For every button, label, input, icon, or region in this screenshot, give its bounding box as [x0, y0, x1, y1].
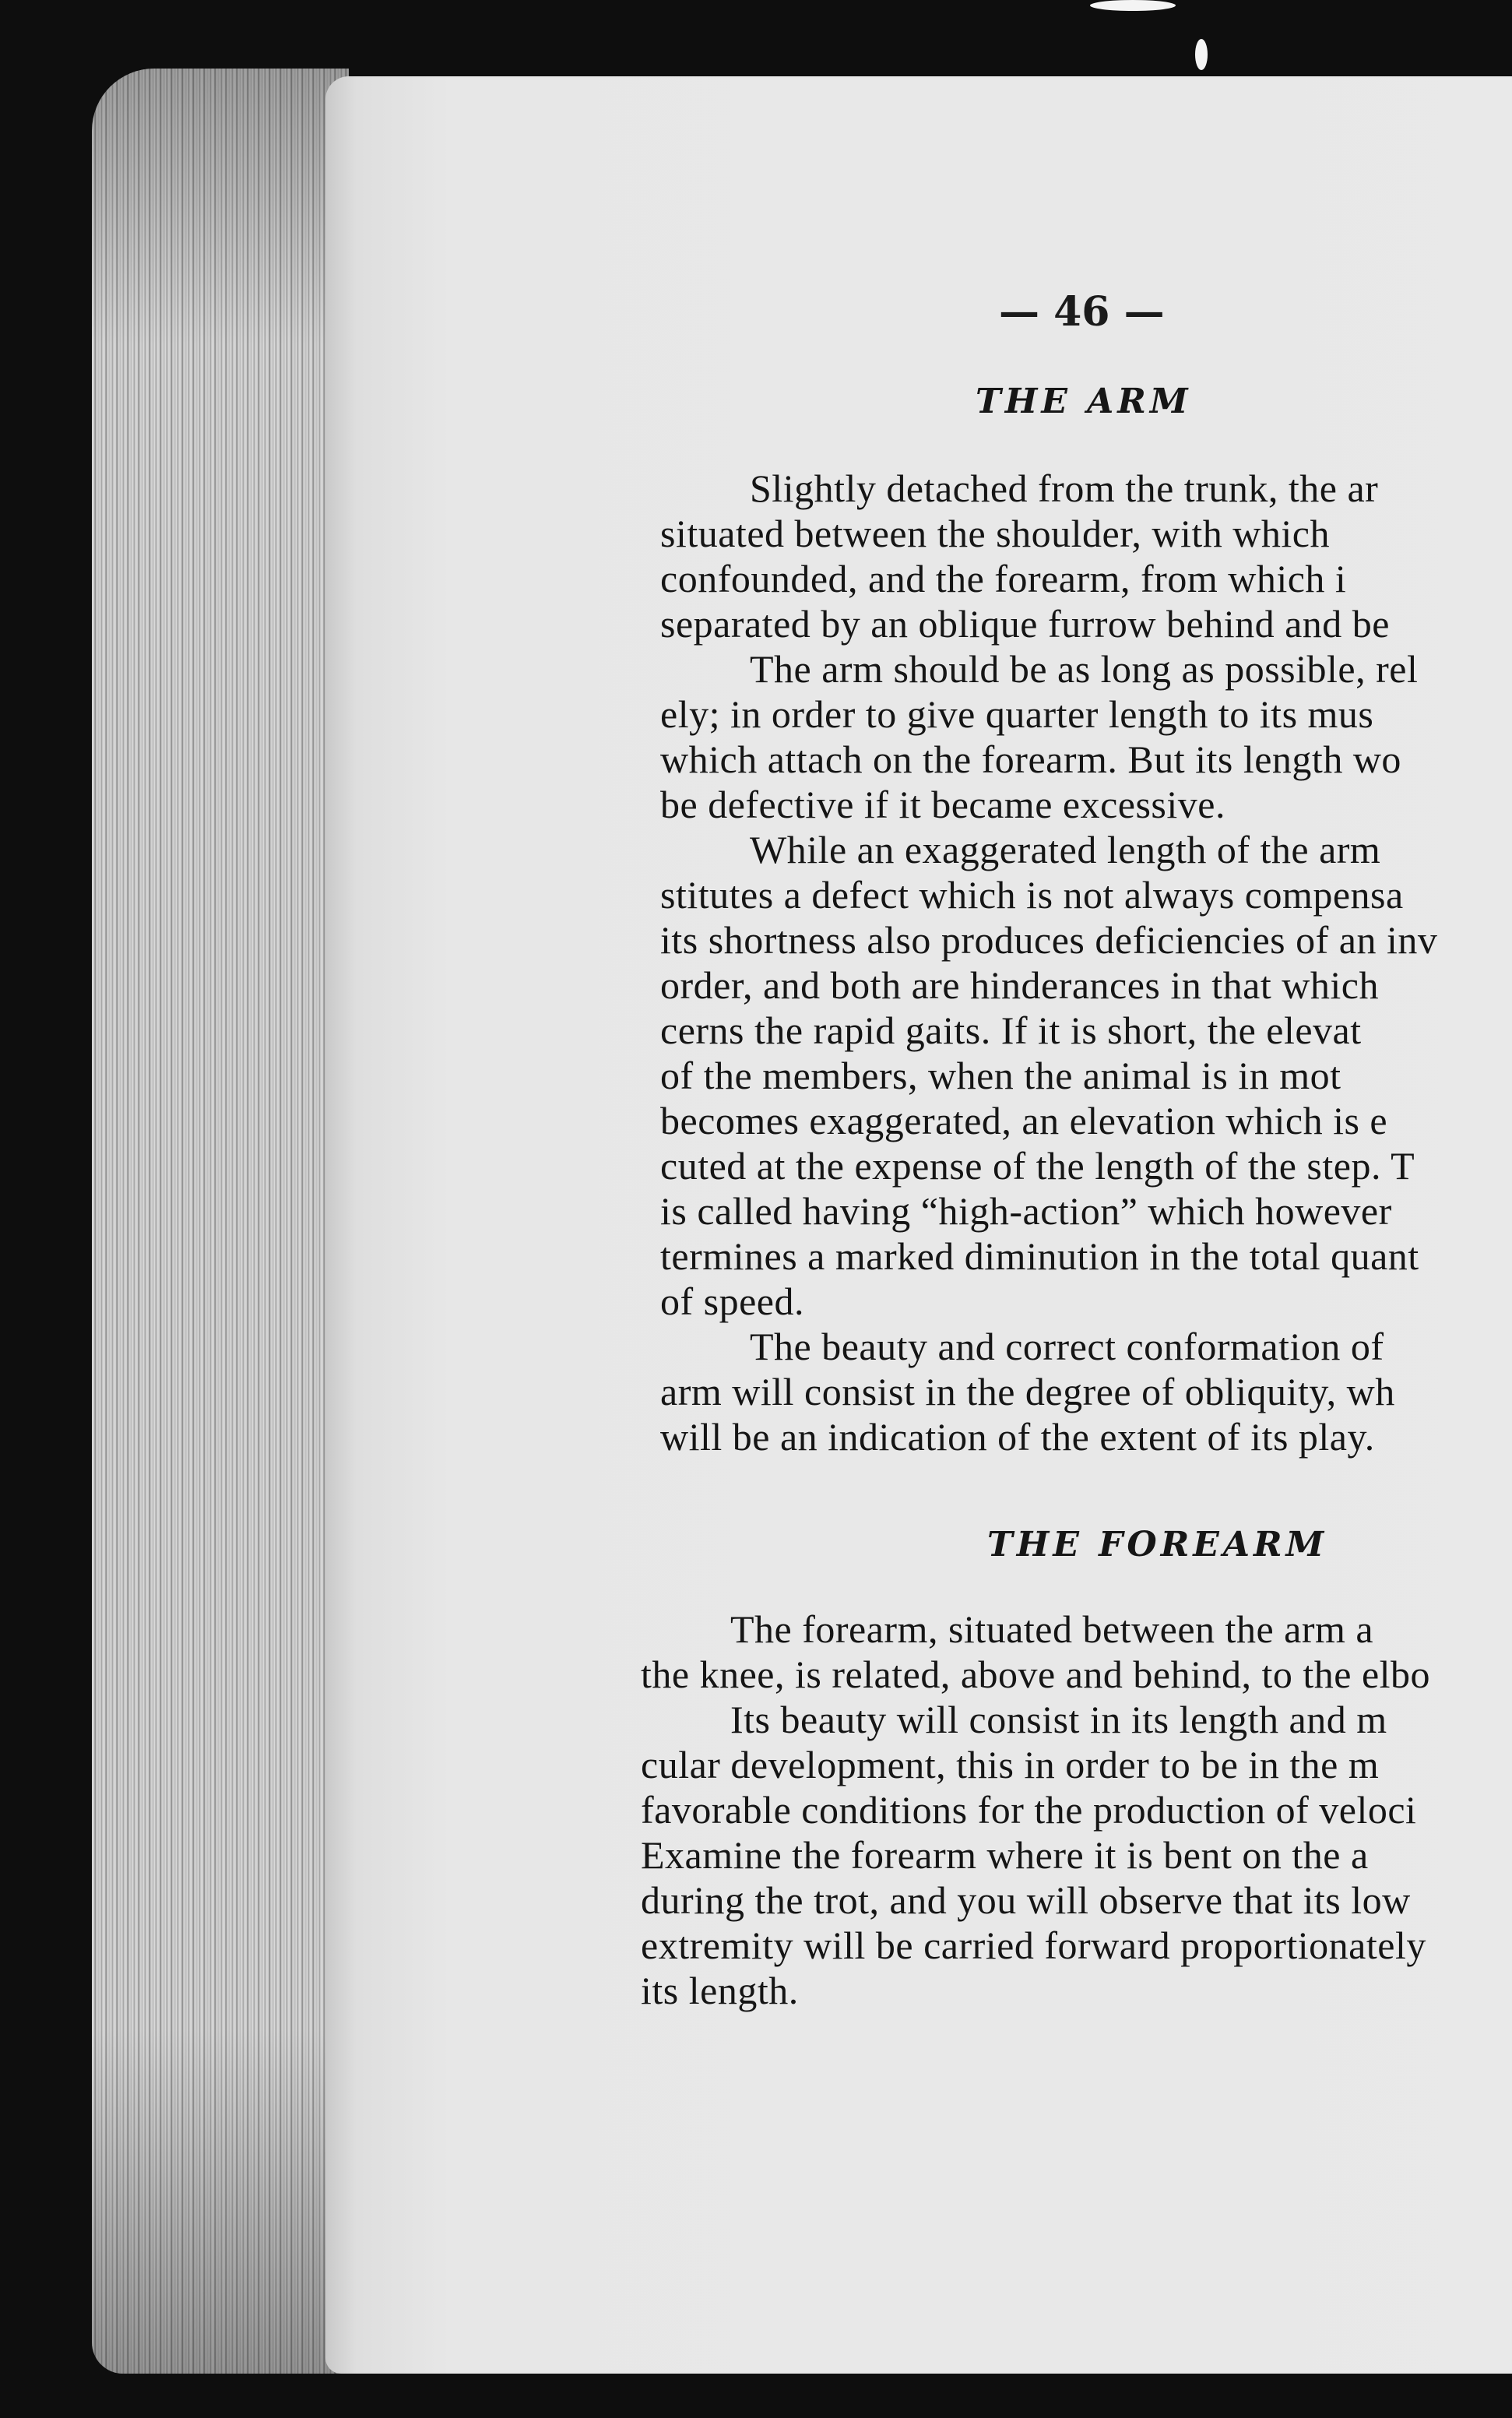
- text-line: Its beauty will consist in its length and m: [730, 1698, 1387, 1741]
- text-line: arm will consist in the degree of obliquity, wh: [660, 1370, 1395, 1413]
- text-line: The beauty and correct conformation of: [750, 1325, 1384, 1368]
- text-line: becomes exaggerated, an elevation which is e: [660, 1099, 1388, 1142]
- text-line: will be an indication of the extent of its play.: [660, 1415, 1375, 1459]
- text-line: situated between the shoulder, with which: [660, 512, 1330, 555]
- text-line: which attach on the forearm. But its length wo: [660, 737, 1401, 781]
- text-line: While an exaggerated length of the arm: [750, 828, 1381, 871]
- section-body-forearm: [641, 1607, 1512, 2013]
- text-line: cuted at the expense of the length of the step. T: [660, 1144, 1415, 1188]
- text-line: cerns the rapid gaits. If it is short, the elevat: [660, 1008, 1362, 1052]
- text-line: during the trot, and you will observe that its low: [641, 1878, 1411, 1922]
- text-line: be defective if it became excessive.: [660, 783, 1225, 826]
- text-line: ely; in order to give quarter length to its mus: [660, 692, 1374, 736]
- section-body-arm: [660, 466, 1512, 1459]
- page-number: — 46 —: [999, 288, 1165, 336]
- section-heading-arm: THE ARM: [976, 382, 1192, 421]
- text-line: its length.: [641, 1969, 799, 2012]
- text-line: of speed.: [660, 1279, 804, 1323]
- text-line: confounded, and the forearm, from which i: [660, 557, 1347, 600]
- text-line: The arm should be as long as possible, rel: [750, 647, 1419, 691]
- text-line: of the members, when the animal is in mot: [660, 1054, 1341, 1097]
- book: [92, 69, 1512, 2374]
- text-line: favorable conditions for the production of veloci: [641, 1788, 1417, 1832]
- text-line: Slightly detached from the trunk, the ar: [750, 466, 1379, 510]
- text-line: The forearm, situated between the arm a: [730, 1607, 1374, 1651]
- text-line: cular development, this in order to be in the m: [641, 1743, 1380, 1786]
- text-line: stitutes a defect which is not always compensa: [660, 873, 1404, 917]
- text-line: the knee, is related, above and behind, to the elbo: [641, 1652, 1431, 1696]
- background-speck: [1090, 0, 1176, 11]
- text-line: order, and both are hinderances in that which: [660, 963, 1379, 1007]
- page-edges: [92, 69, 349, 2374]
- text-line: Examine the forearm where it is bent on the a: [641, 1833, 1369, 1877]
- text-line: separated by an oblique furrow behind and be: [660, 602, 1390, 646]
- text-line: termines a marked diminution in the total quant: [660, 1234, 1419, 1278]
- text-line: extremity will be carried forward proportionately: [641, 1923, 1426, 1967]
- text-line: its shortness also produces deficiencies of an inv: [660, 918, 1438, 962]
- section-heading-forearm: THE FOREARM: [987, 1525, 1328, 1564]
- background-speck: [1195, 39, 1208, 70]
- text-line: is called having “high-action” which however: [660, 1189, 1392, 1233]
- book-page: [325, 76, 1512, 2374]
